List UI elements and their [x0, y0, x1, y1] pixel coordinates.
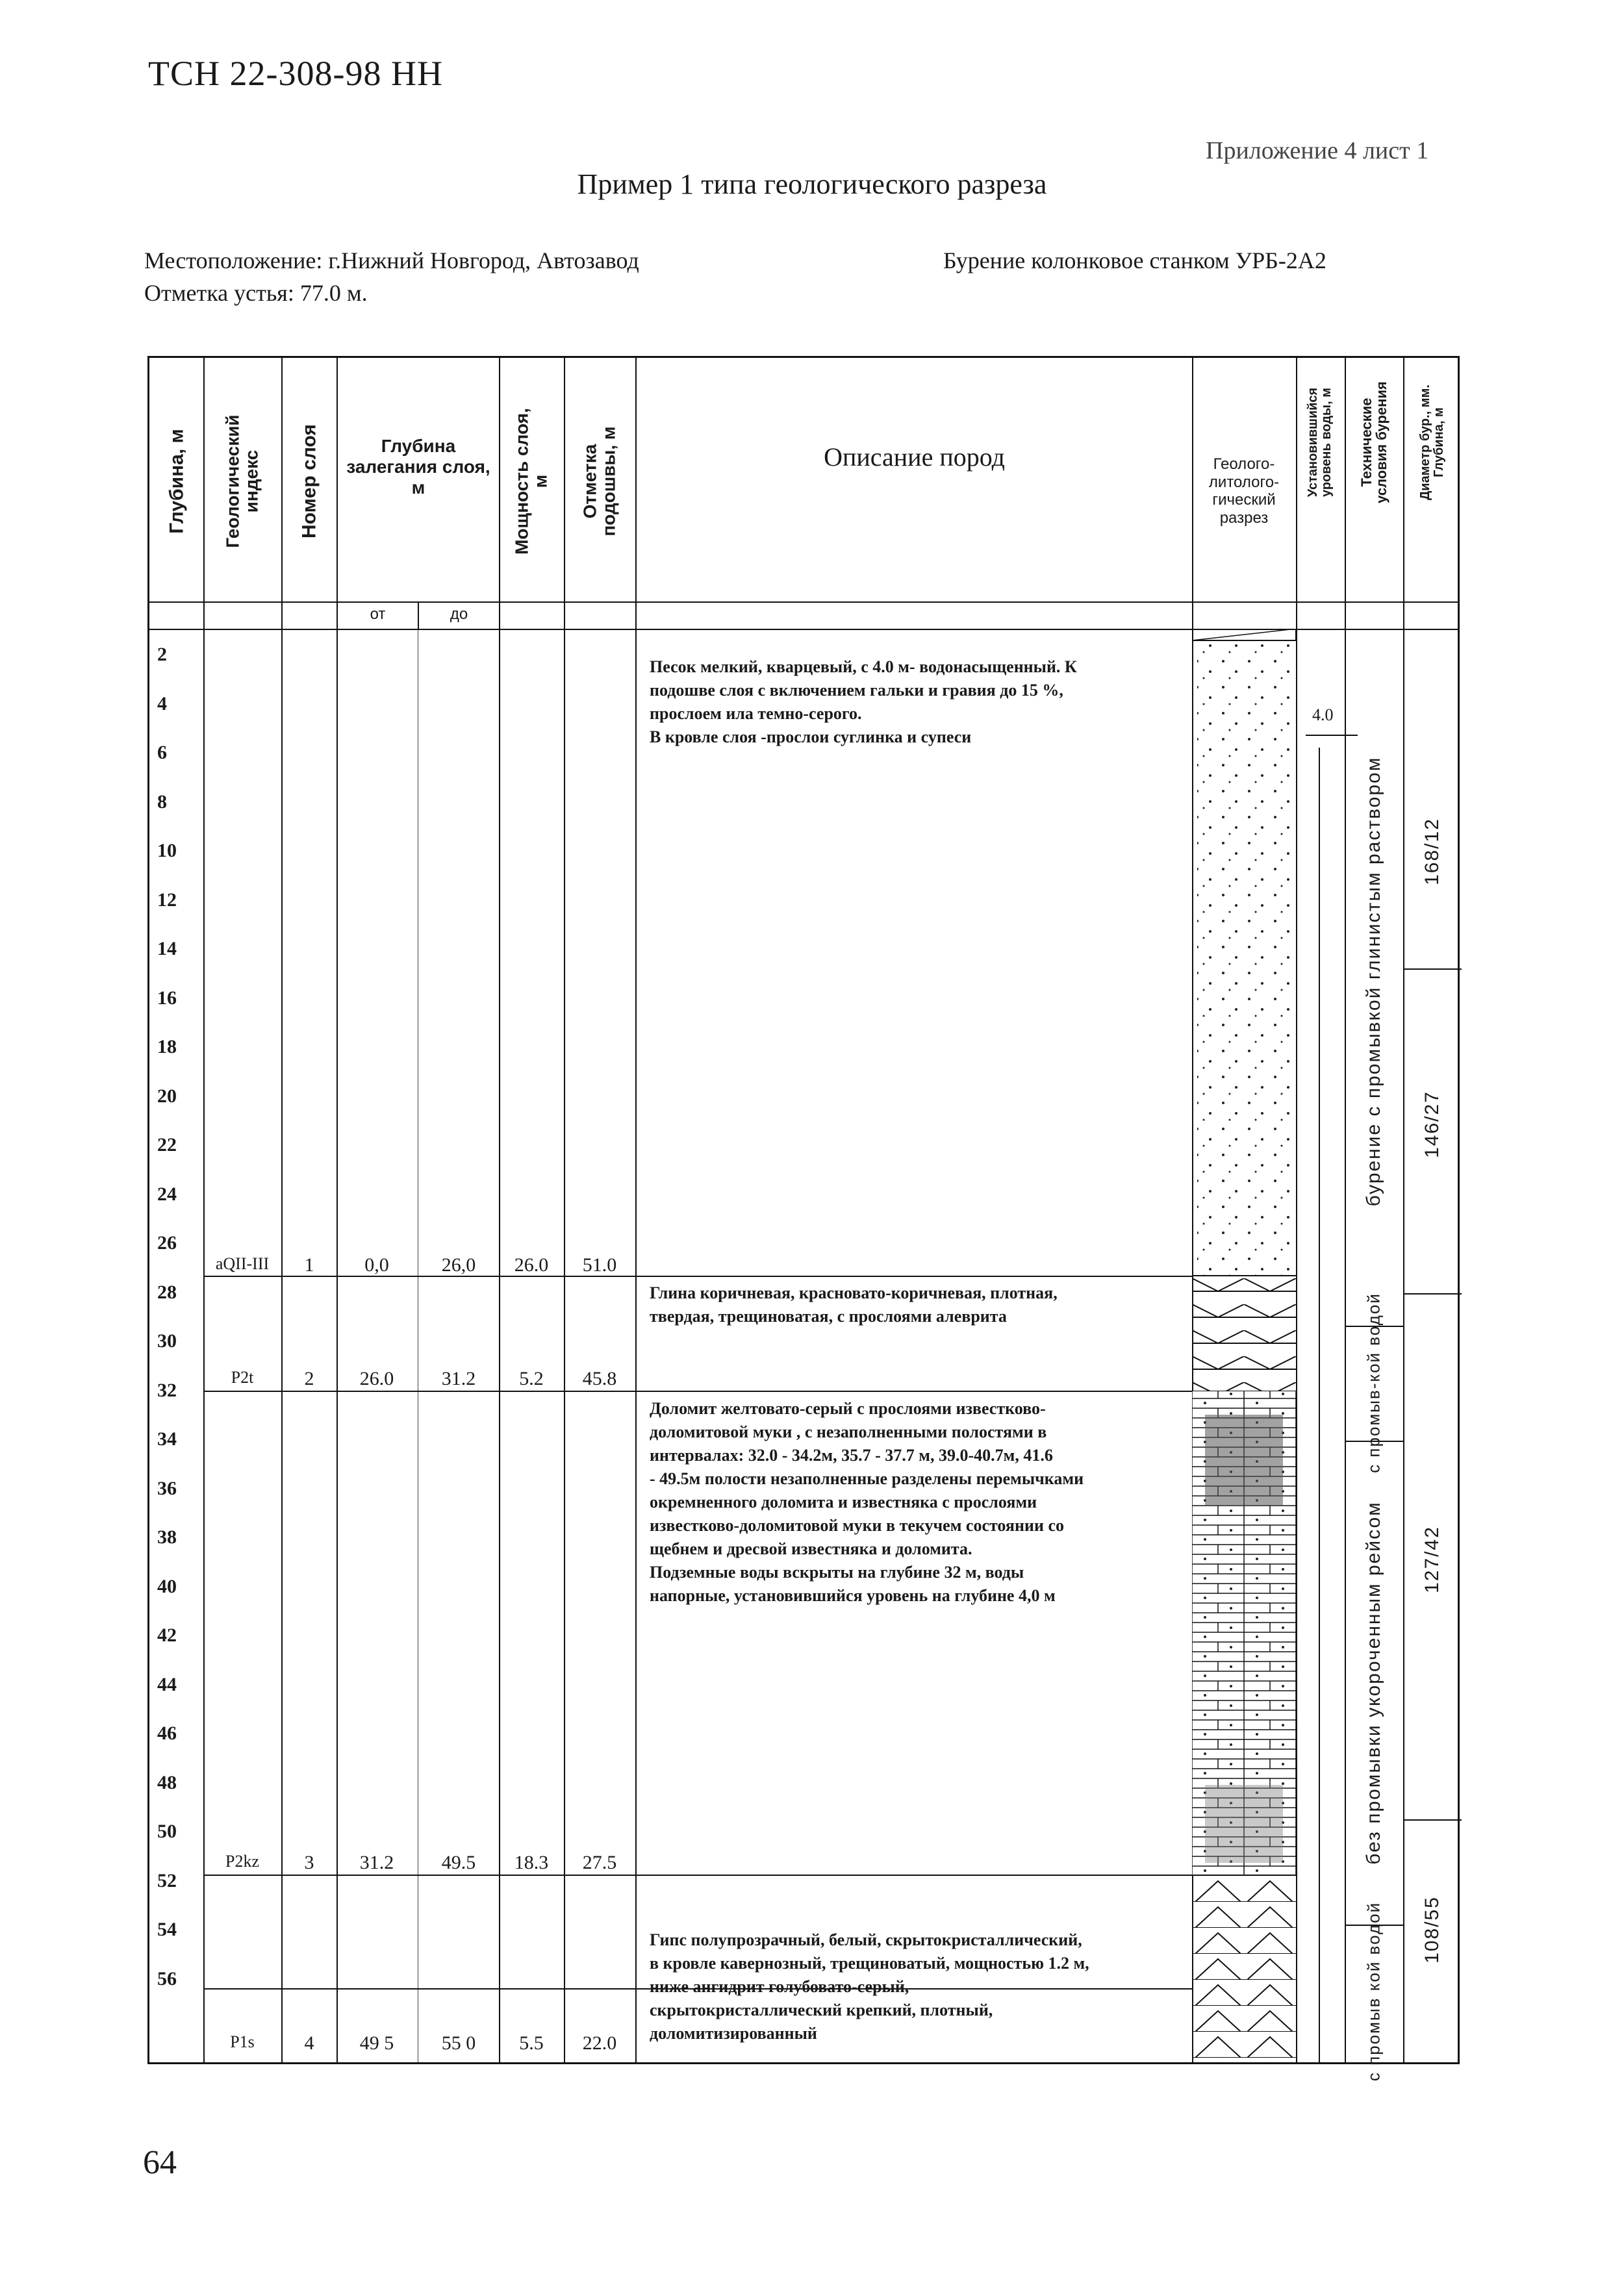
document-code: ТСН 22-308-98 НН — [148, 54, 443, 93]
depth-mark: 36 — [157, 1477, 177, 1499]
depth-mark: 10 — [157, 840, 177, 861]
layer-geo-index: P1s — [230, 2032, 255, 2051]
depth-mark: 22 — [157, 1134, 177, 1156]
lithology-column — [1192, 629, 1296, 2064]
layer-from: 0,0 — [364, 1254, 389, 1276]
diameter-146-27: 146/27 — [1421, 1091, 1443, 1158]
tech-condition-water: с промыв-кой водой — [1364, 1293, 1384, 1473]
water-level-value: 4.0 — [1312, 705, 1334, 724]
layer-from: 26.0 — [359, 1368, 394, 1389]
geological-section-table — [147, 356, 1460, 2082]
layer-geo-index: P2t — [231, 1368, 254, 1387]
layer-thickness: 5.5 — [519, 2032, 544, 2054]
column-water-level: Установившийся уровень воды, м — [1306, 387, 1334, 498]
layer-geo-index: aQII-III — [215, 1254, 270, 1273]
location-text: Местоположение: г.Нижний Новгород, Автозавод — [144, 247, 639, 273]
column-to: до — [450, 605, 468, 623]
column-geo-index: Геологический индекс — [222, 414, 262, 548]
appendix-label: Приложение 4 лист 1 — [1206, 137, 1429, 164]
depth-mark: 44 — [157, 1673, 177, 1695]
layer-number: 1 — [304, 1254, 314, 1276]
depth-mark: 4 — [157, 692, 167, 714]
layer-number: 3 — [304, 1852, 314, 1873]
depth-mark: 54 — [157, 1919, 177, 1940]
column-diameter: Диаметр бур., мм. Глубина, м — [1418, 385, 1446, 500]
diameter-168-12: 168/12 — [1421, 818, 1443, 885]
depth-mark: 28 — [157, 1281, 177, 1303]
layer-to: 55 0 — [441, 2032, 476, 2054]
depth-mark: 34 — [157, 1428, 177, 1450]
layer-base-mark: 51.0 — [582, 1254, 617, 1276]
layer-geo-index: P2kz — [225, 1852, 259, 1871]
depth-mark: 38 — [157, 1526, 177, 1548]
column-depth: Глубина, м — [166, 429, 188, 534]
layer-to: 31.2 — [441, 1368, 476, 1389]
layer-to: 26,0 — [441, 1254, 476, 1276]
depth-mark: 16 — [157, 987, 177, 1009]
column-layer-number: Номер слоя — [298, 424, 320, 538]
elevation-text: Отметка устья: 77.0 м. — [144, 280, 368, 306]
layer-description: Глина коричневая, красновато-коричневая, плотная, твердая, трещиноватая, с прослоями алеврита — [650, 1283, 1058, 1326]
tech-condition-dry: без промывки укороченным рейсом — [1363, 1501, 1384, 1865]
depth-mark: 26 — [157, 1232, 177, 1254]
column-thickness: Мощность слоя, м — [511, 408, 551, 555]
column-tech-conditions: Технические условия бурения — [1358, 381, 1389, 503]
depth-mark: 2 — [157, 644, 167, 665]
depth-mark: 12 — [157, 889, 177, 911]
depth-mark: 42 — [157, 1624, 177, 1646]
layer-thickness: 18.3 — [514, 1852, 549, 1873]
depth-mark: 56 — [157, 1967, 177, 1990]
diameter-127-42: 127/42 — [1421, 1526, 1443, 1593]
layer-base-mark: 45.8 — [582, 1368, 617, 1389]
depth-mark: 6 — [157, 742, 167, 763]
layer-number: 2 — [304, 1368, 314, 1389]
layer-thickness: 5.2 — [519, 1368, 544, 1389]
layer-from: 31.2 — [359, 1852, 394, 1873]
layer-to: 49.5 — [441, 1852, 476, 1873]
depth-mark: 14 — [157, 938, 177, 959]
tech-condition-clay-mud: бурение с промывкой глинистым раствором — [1363, 756, 1384, 1207]
layer-base-mark: 27.5 — [582, 1852, 617, 1873]
layer-description: Гипс полупрозрачный, белый, скрытокристаллический, в кровле кавернозный, трещиноватый, мощностью 1.2 м, ниже ангидрит голубовато-серый, скрытокристаллический крепкий, плотный, доломитизированный — [650, 1930, 1089, 2043]
layer-from: 49 5 — [359, 2032, 394, 2054]
layer-base-mark: 22.0 — [582, 2032, 617, 2054]
depth-mark: 18 — [157, 1036, 177, 1057]
page-title: Пример 1 типа геологического разреза — [577, 168, 1047, 200]
layer-thickness: 26.0 — [514, 1254, 549, 1276]
depth-mark: 40 — [157, 1575, 177, 1597]
depth-mark: 20 — [157, 1085, 177, 1107]
tech-condition-water-2: с промыв кой водой — [1364, 1901, 1384, 2082]
column-description: Описание пород — [824, 442, 1005, 472]
depth-mark: 52 — [157, 1869, 177, 1891]
layer-description: Доломит желтовато-серый с прослоями известково- доломитовой муки , с незаполненными полостями в интервалах: 32.0 - 34.2м, 35.7 - 37.7 м, 39.0-40.7м, 41.6 - 49.5м полости незаполненные разделены перемычками окремненного доломита и известняка с прослоями известково-доломитовой муки в текучем состоянии со щебнем и дресвой известняка и доломита. Подземные воды вскрыты на глубине 32 м, воды напорные, установившийся уровень на глубине 4,0 м — [650, 1399, 1084, 1605]
diameter-108-55: 108/55 — [1421, 1896, 1443, 1964]
page-number: 64 — [143, 2144, 177, 2181]
depth-mark: 32 — [157, 1379, 177, 1401]
depth-mark: 24 — [157, 1183, 177, 1205]
column-base-mark: Отметка подошвы, м — [579, 426, 619, 537]
column-bedding-depth: Глубина залегания слоя, м — [346, 436, 490, 498]
column-from: от — [370, 605, 386, 623]
depth-mark: 48 — [157, 1771, 177, 1793]
depth-mark: 30 — [157, 1330, 177, 1352]
depth-mark: 46 — [157, 1723, 177, 1744]
layer-description: Песок мелкий, кварцевый, с 4.0 м- водонасыщенный. К подошве слоя с включением гальки и гравия до 15 %, прослоем ила темно-серого. В кровле слоя -прослои суглинка и супеси — [650, 657, 1077, 746]
drilling-method-text: Бурение колонковое станком УРБ-2А2 — [943, 247, 1326, 273]
layer-number: 4 — [304, 2032, 314, 2054]
depth-mark: 50 — [157, 1821, 177, 1842]
column-lithology-section: Геолого-литолого-гический разрез — [1208, 455, 1280, 527]
depth-mark: 8 — [157, 790, 167, 813]
